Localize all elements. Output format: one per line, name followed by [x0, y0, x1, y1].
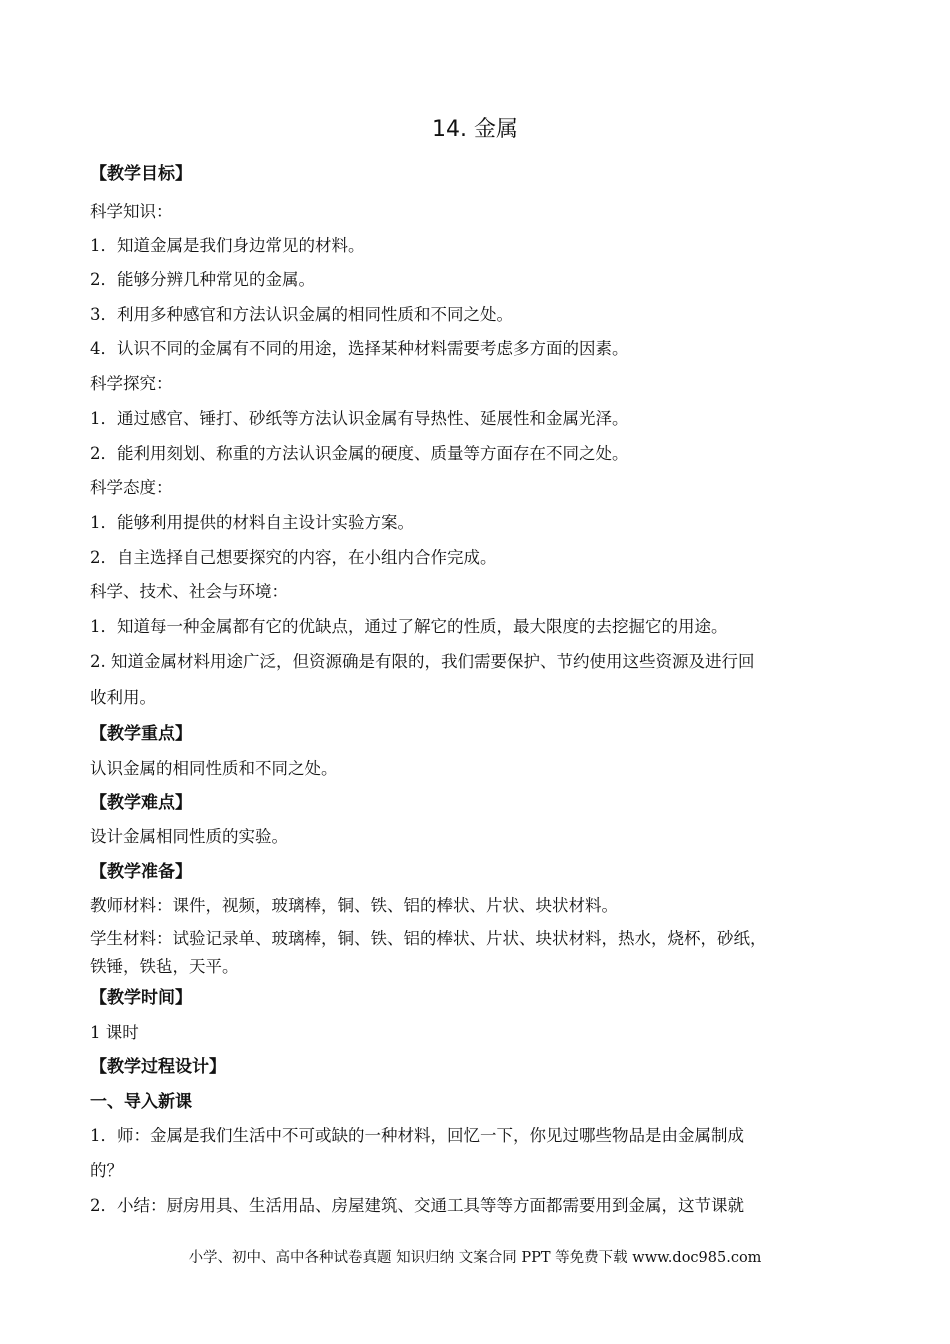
- section-heading-key-points: 【教学重点】: [90, 724, 192, 744]
- subheading-knowledge: 科学知识：: [90, 202, 173, 221]
- text-line: 铁锤，铁毡，天平。: [90, 957, 239, 976]
- text-line: 2．能够分辨几种常见的金属。: [90, 270, 315, 289]
- subheading-attitude: 科学态度：: [90, 478, 173, 497]
- text-line: 3．利用多种感官和方法认识金属的相同性质和不同之处。: [90, 305, 513, 324]
- section-heading-process: 【教学过程设计】: [90, 1057, 226, 1077]
- text-line: 1．通过感官、锤打、砂纸等方法认识金属有导热性、延展性和金属光泽。: [90, 409, 629, 428]
- text-line: 设计金属相同性质的实验。: [90, 827, 288, 846]
- text-line: 教师材料：课件，视频，玻璃棒，铜、铁、铝的棒状、片状、块状材料。: [90, 896, 618, 915]
- text-line: 4．认识不同的金属有不同的用途，选择某种材料需要考虑多方面的因素。: [90, 339, 629, 358]
- subheading-inquiry: 科学探究：: [90, 374, 173, 393]
- text-line: 的？: [90, 1161, 123, 1180]
- section-heading-time: 【教学时间】: [90, 988, 192, 1008]
- section-heading-difficulty: 【教学难点】: [90, 793, 192, 813]
- page-footer: 小学、初中、高中各种试卷真题 知识归纳 文案合同 PPT 等免费下载 www.doc985.com: [188, 1250, 762, 1266]
- text-line: 学生材料：试验记录单、玻璃棒，铜、铁、铝的棒状、片状、块状材料，热水，烧杯，砂纸，: [90, 929, 767, 948]
- section-heading-preparation: 【教学准备】: [90, 862, 192, 882]
- text-line: 1．师：金属是我们生活中不可或缺的一种材料，回忆一下，你见过哪些物品是由金属制成: [90, 1126, 744, 1145]
- subsection-heading-intro: 一、导入新课: [90, 1092, 192, 1112]
- section-heading-objectives: 【教学目标】: [90, 164, 192, 184]
- text-line: 1 课时: [90, 1023, 139, 1042]
- text-line: 收利用。: [90, 688, 156, 707]
- page-title: 14. 金属: [432, 117, 518, 142]
- text-line: 2. 知道金属材料用途广泛，但资源确是有限的，我们需要保护、节约使用这些资源及进行回: [90, 652, 755, 671]
- text-line: 2．自主选择自己想要探究的内容，在小组内合作完成。: [90, 548, 497, 567]
- text-line: 认识金属的相同性质和不同之处。: [90, 759, 338, 778]
- text-line: 2．能利用刻划、称重的方法认识金属的硬度、质量等方面存在不同之处。: [90, 444, 629, 463]
- text-line: 2．小结：厨房用具、生活用品、房屋建筑、交通工具等等方面都需要用到金属，这节课就: [90, 1196, 744, 1215]
- text-line: 1．知道每一种金属都有它的优缺点，通过了解它的性质，最大限度的去挖掘它的用途。: [90, 617, 728, 636]
- text-line: 1．能够利用提供的材料自主设计实验方案。: [90, 513, 414, 532]
- text-line: 1．知道金属是我们身边常见的材料。: [90, 236, 365, 255]
- subheading-stse: 科学、技术、社会与环境：: [90, 582, 288, 601]
